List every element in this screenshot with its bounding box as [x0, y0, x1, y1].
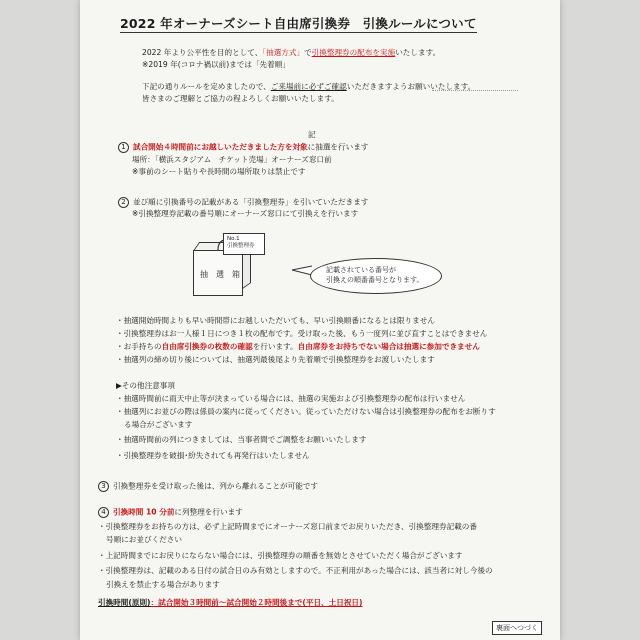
- bullet-3: ・お手持ちの自由席引換券の枚数の確認を行います。自由席券をお持ちでない場合は抽選に参加できません: [116, 342, 480, 351]
- intro-line-3: 下記の通りルールを定めましたので、ご来場前に必ずご確認いただきますようお願いいたします。: [142, 82, 476, 91]
- document-title: 2022 年オーナーズシート自由席引換券 引換ルールについて: [120, 16, 477, 31]
- ticket-illustration: [223, 233, 265, 255]
- other-note-4: ・引換整理券を破損･紛失されても再発行はいたしません: [116, 451, 310, 460]
- other-note-2b: る場合がございます: [124, 420, 193, 429]
- item-3: 3 引換整理券を受け取った後は、列から離れることが可能です: [98, 481, 318, 492]
- item-2-number: 2: [118, 197, 129, 208]
- item-4-line-2: ・上記時間までにお戻りにならない場合には、引換整理券の順番を無効とさせていただく場合がございます: [98, 551, 463, 560]
- bullet-1: ・抽選開始時間よりも早い時間帯にお越しいただいても、早い引換順番になるとは限りません: [116, 316, 435, 325]
- bullet-2: ・引換整理券はお一人様１日につき１枚の配布です。受け取った後、もう一度列に並び直すことはできません: [116, 329, 488, 338]
- document-page: [80, 0, 560, 640]
- item-1-note: ※事前のシート貼りや長時間の場所取りは禁止です: [132, 167, 306, 176]
- item-4-number: 4: [98, 507, 109, 518]
- item-1-heading: 1 試合開始４時間前にお越しいただきました方を対象に抽選を行います: [118, 142, 368, 153]
- lottery-box: [193, 250, 243, 296]
- exchange-time-text: ：試合開始３時間前～試合開始２時間後まで(平日、土日祝日): [150, 598, 363, 607]
- item-2-note: ※引換整理券記載の番号順にオーナーズ窓口にて引換えを行います: [132, 209, 359, 218]
- ki-heading: 記: [308, 130, 316, 139]
- item-4-heading: 4 引換時間 10 分前に列整理を行います: [98, 507, 243, 518]
- exchange-time: [98, 598, 363, 608]
- other-notes-heading: ▶その他注意事項: [116, 381, 175, 390]
- other-note-2: ・抽選列にお並びの際は係員の案内に従ってください。従っていただけない場合は引換整理券の配布をお断りす: [116, 407, 496, 416]
- ticket-label: 引換整理券: [227, 243, 255, 249]
- intro-line-4: 皆さまのご理解とご協力の程よろしくお願いいたします。: [142, 94, 339, 103]
- other-note-1: ・抽選時間前に雨天中止等が決まっている場合には、抽選の実施および引換整理券の配布は行いません: [116, 394, 466, 403]
- item-4-line-1b: 号順にお並びください: [106, 535, 182, 544]
- other-note-3: ・抽選時間前の列につきましては、当事者間でご調整をお願いいたします: [116, 435, 367, 444]
- item-4-line-1: ・引換整理券をお持ちの方は、必ず上記時間までにオーナーズ窓口前までお戻りいただき、引換整理券記載の番: [98, 522, 477, 531]
- intro-line-2: ※2019 年(コロナ禍以前)までは「先着順」: [142, 60, 290, 69]
- lottery-box-label: 抽 選 箱: [200, 270, 240, 279]
- exchange-time-label: 引換時間(原則): [98, 598, 151, 607]
- ticket-number: No.1: [227, 236, 240, 242]
- intro-line-1: 2022 年より公平性を目的として、「抽選方式」で引換整理券の配布を実施いたします。: [142, 48, 441, 57]
- bullet-4: ・抽選列の締め切り後については、抽選列最後尾より先着順で引換整理券をお渡しいたします: [116, 355, 435, 364]
- item-2-heading: 2 並び順に引換番号の記載がある「引換整理券」を引いていただきます: [118, 197, 368, 208]
- item-1-place: 場所：「横浜スタジアム チケット売場」オーナーズ窓口前: [132, 155, 332, 164]
- speech-bubble-text: 記載されている番号が 引換えの順番番号となります。: [326, 266, 424, 284]
- item-3-number: 3: [98, 481, 109, 492]
- item-4-line-3b: 引換えを禁止する場合があります: [106, 580, 220, 589]
- item-1-number: 1: [118, 142, 129, 153]
- continued-on-back-label: 裏面へつづく: [492, 621, 542, 635]
- item-4-line-3: ・引換整理券は、記載のある日付の試合日のみ有効としますので。不正利用があった場合には、該当者に対し今後の: [98, 566, 493, 575]
